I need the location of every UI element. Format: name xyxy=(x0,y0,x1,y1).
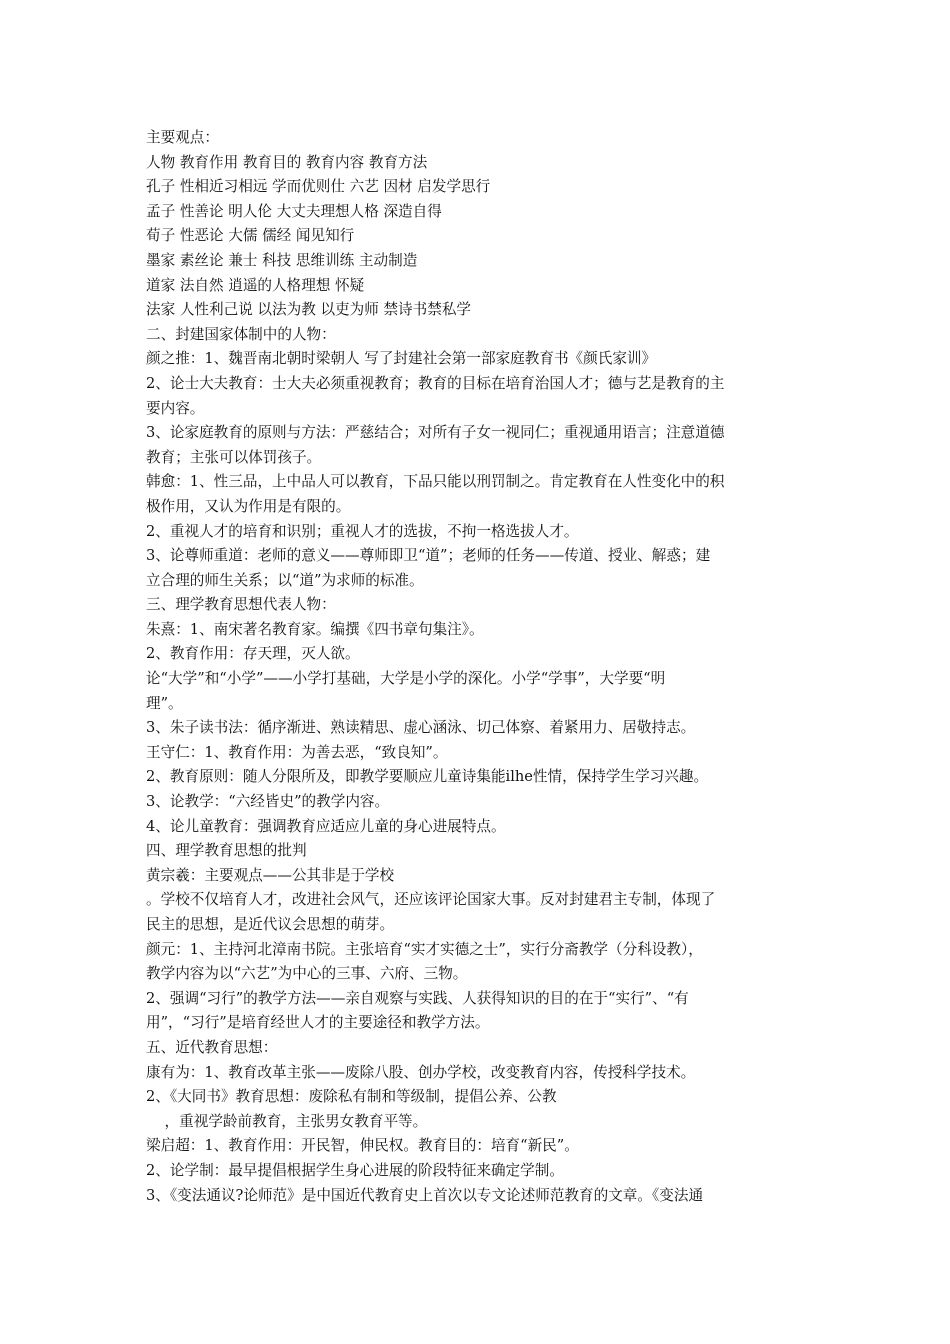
text-line: 颜之推：1、魏晋南北朝时梁朝人 写了封建社会第一部家庭教育书《颜氏家训》 xyxy=(146,350,657,368)
text-line: 极作用，又认为作用是有限的。 xyxy=(146,497,351,515)
text-line: 要内容。 xyxy=(146,399,205,417)
text-line: 黄宗羲：主要观点——公其非是于学校 xyxy=(146,866,395,884)
text-line: 人物 教育作用 教育目的 教育内容 教育方法 xyxy=(146,153,428,171)
text-line: 4、论儿童教育：强调教育应适应儿童的身心进展特点。 xyxy=(146,817,506,835)
text-line: 3、论教学：“六经皆史”的教学内容。 xyxy=(146,793,390,811)
text-line: 2、教育作用：存天理，灭人欲。 xyxy=(146,645,360,663)
text-line: 论“大学”和“小学”——小学打基础，大学是小学的深化。小学“学事”，大学要“明 xyxy=(146,670,666,688)
text-line: 主要观点： xyxy=(146,129,219,146)
text-line: 韩愈：1、性三品，上中品人可以教育，下品只能以刑罚制之。肯定教育在人性变化中的积 xyxy=(146,473,725,491)
text-line: 立合理的师生关系；以“道”为求师的标准。 xyxy=(146,571,424,589)
text-line: 康有为：1、教育改革主张——废除八股、创办学校，改变教育内容，传授科学技术。 xyxy=(146,1063,696,1081)
text-line: 教育；主张可以体罚孩子。 xyxy=(146,448,322,466)
text-line: 墨家 素丝论 兼士 科技 思维训练 主动制造 xyxy=(146,251,418,269)
text-line: 理”。 xyxy=(146,694,183,712)
text-line: 2、重视人才的培育和识别；重视人才的选拔，不拘一格选拔人才。 xyxy=(146,522,579,540)
text-line: 3、论家庭教育的原则与方法：严慈结合；对所有子女一视同仁；重视通用语言；注意道德 xyxy=(146,424,725,442)
text-line: 三、理学教育思想代表人物： xyxy=(146,596,336,614)
text-line: 朱熹：1、南宋著名教育家。编撰《四书章句集注》。 xyxy=(146,620,484,638)
text-line: 孟子 性善论 明人伦 大丈夫理想人格 深造自得 xyxy=(146,202,442,220)
text-line: 法家 人性利己说 以法为教 以吏为师 禁诗书禁私学 xyxy=(146,301,472,319)
document-body xyxy=(146,126,810,1208)
text-line: 3、朱子读书法：循序渐进、熟读精思、虚心涵泳、切己体察、着紧用力、居敬持志。 xyxy=(146,719,696,737)
text-line: 荀子 性恶论 大儒 儒经 闻见知行 xyxy=(146,227,355,245)
text-line: 孔子 性相近习相远 学而优则仕 六艺 因材 启发学思行 xyxy=(146,178,491,196)
text-line: 四、理学教育思想的批判 xyxy=(146,842,307,860)
text-line: 道家 法自然 逍遥的人格理想 怀疑 xyxy=(146,276,365,294)
text-line: 教学内容为以“六艺”为中心的三事、六府、三物。 xyxy=(146,965,468,983)
text-line: 二、封建国家体制中的人物： xyxy=(146,325,336,343)
text-line: 颜元：1、主持河北漳南书院。主张培育“实才实德之士”，实行分斋教学（分科设教）， xyxy=(146,940,703,958)
text-line: 王守仁：1、教育作用：为善去恶，“致良知”。 xyxy=(146,743,448,761)
text-line: 。学校不仅培育人才，改进社会风气，还应该评论国家大事。反对封建君主专制，体现了 xyxy=(146,891,716,909)
text-line: 2、《大同书》教育思想：废除私有制和等级制，提倡公养、公教 xyxy=(146,1088,557,1106)
text-line: 梁启超：1、教育作用：开民智，伸民权。教育目的：培育“新民”。 xyxy=(146,1137,579,1155)
text-line: 3、《变法通议?论师范》是中国近代教育史上首次以专文论述师范教育的文章。《变法通 xyxy=(146,1186,704,1204)
text-line: 2、强调“习行”的教学方法——亲自观察与实践、人获得知识的目的在于“实行”、“有 xyxy=(146,989,689,1007)
text-line: 2、论学制：最早提倡根据学生身心进展的阶段特征来确定学制。 xyxy=(146,1161,564,1179)
text-line: 3、论尊师重道：老师的意义——尊师即卫“道”；老师的任务——传道、授业、解惑；建 xyxy=(146,547,711,565)
text-line: 五、近代教育思想： xyxy=(146,1038,278,1056)
text-line: 民主的思想，是近代议会思想的萌芽。 xyxy=(146,916,395,933)
text-line: ，重视学龄前教育，主张男女教育平等。 xyxy=(146,1112,428,1130)
text-line: 2、教育原则：随人分限所及，即教学要顺应儿童诗集能ilhe性情，保持学生学习兴趣。 xyxy=(146,768,709,786)
text-line: 2、论士大夫教育：士大夫必须重视教育；教育的目标在培育治国人才；德与艺是教育的主 xyxy=(146,374,725,392)
text-line: 用”，“习行”是培育经世人才的主要途径和教学方法。 xyxy=(146,1014,490,1032)
